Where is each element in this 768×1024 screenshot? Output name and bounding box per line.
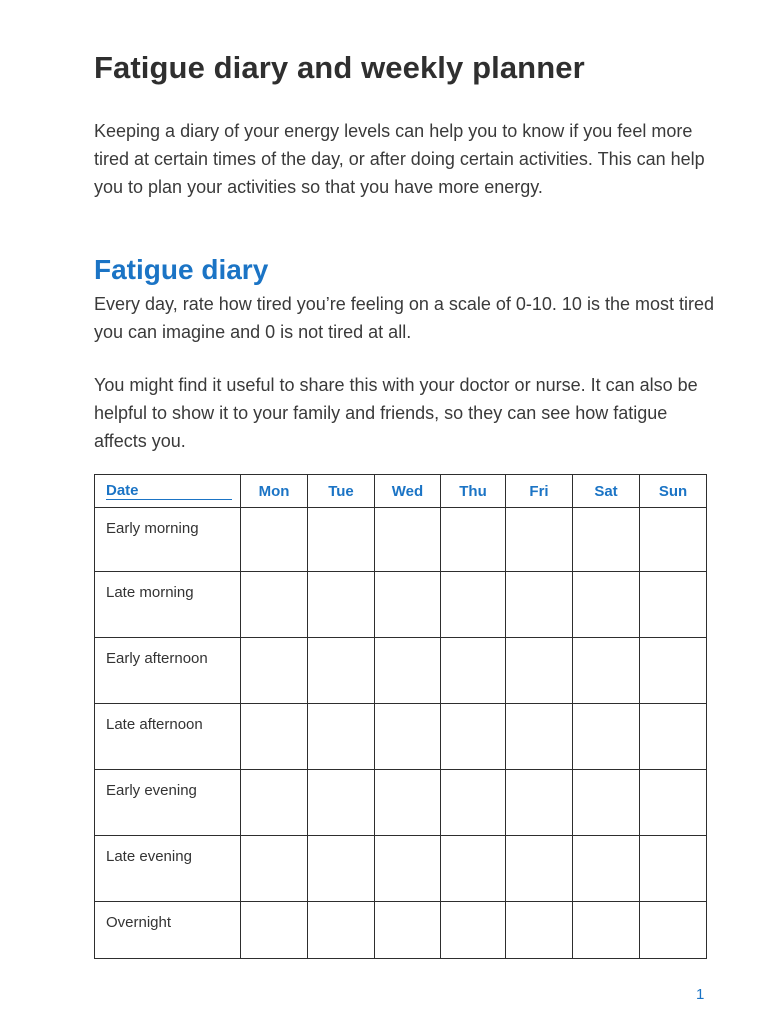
rating-cell[interactable] xyxy=(640,770,707,836)
rating-cell[interactable] xyxy=(375,770,441,836)
rating-cell[interactable] xyxy=(441,638,506,704)
rating-cell[interactable] xyxy=(573,902,640,959)
rating-cell[interactable] xyxy=(506,508,573,572)
rating-cell[interactable] xyxy=(506,902,573,959)
rating-cell[interactable] xyxy=(506,836,573,902)
row-label-late-evening: Late evening xyxy=(95,836,241,902)
rating-cell[interactable] xyxy=(241,836,308,902)
table-row xyxy=(95,508,707,572)
day-header-sun: Sun xyxy=(640,475,707,508)
row-label-early-evening: Early evening xyxy=(95,770,241,836)
rating-cell[interactable] xyxy=(506,704,573,770)
sharing-paragraph: You might find it useful to share this with your doctor or nurse. It can also be helpful to show it to your family and friends, so they can see how fatigue affects you. xyxy=(94,375,698,451)
rating-cell[interactable] xyxy=(573,572,640,638)
row-label-late-afternoon: Late afternoon xyxy=(95,704,241,770)
rating-cell[interactable] xyxy=(241,572,308,638)
rating-cell[interactable] xyxy=(241,508,308,572)
instructions-paragraph: Every day, rate how tired you’re feeling on a scale of 0-10. 10 is the most tired you can imagine and 0 is not tired at all. xyxy=(94,294,714,342)
day-header-sat: Sat xyxy=(573,475,640,508)
row-label-early-afternoon: Early afternoon xyxy=(95,638,241,704)
table-row xyxy=(95,704,707,770)
rating-cell[interactable] xyxy=(640,704,707,770)
table-row xyxy=(95,770,707,836)
rating-cell[interactable] xyxy=(241,902,308,959)
rating-cell[interactable] xyxy=(308,704,375,770)
table-row xyxy=(95,572,707,638)
rating-cell[interactable] xyxy=(375,704,441,770)
rating-cell[interactable] xyxy=(441,770,506,836)
table-row xyxy=(95,638,707,704)
rating-cell[interactable] xyxy=(573,638,640,704)
day-header-fri: Fri xyxy=(506,475,573,508)
day-header-tue: Tue xyxy=(308,475,375,508)
page-title: Fatigue diary and weekly planner xyxy=(94,50,585,85)
rating-cell[interactable] xyxy=(573,770,640,836)
rating-cell[interactable] xyxy=(640,902,707,959)
table-row xyxy=(95,902,707,959)
rating-cell[interactable] xyxy=(640,638,707,704)
rating-cell[interactable] xyxy=(441,704,506,770)
rating-cell[interactable] xyxy=(308,836,375,902)
rating-cell[interactable] xyxy=(241,638,308,704)
rating-cell[interactable] xyxy=(375,902,441,959)
rating-cell[interactable] xyxy=(375,836,441,902)
row-label-early-morning: Early morning xyxy=(95,508,241,572)
section-heading: Fatigue diary xyxy=(94,254,269,285)
rating-cell[interactable] xyxy=(441,572,506,638)
rating-cell[interactable] xyxy=(375,638,441,704)
day-header-wed: Wed xyxy=(375,475,441,508)
rating-cell[interactable] xyxy=(573,836,640,902)
table-row xyxy=(95,836,707,902)
page-number: 1 xyxy=(696,986,705,1003)
date-label: Date xyxy=(106,482,232,500)
rating-cell[interactable] xyxy=(241,704,308,770)
day-header-mon: Mon xyxy=(241,475,308,508)
rating-cell[interactable] xyxy=(308,572,375,638)
rating-cell[interactable] xyxy=(506,572,573,638)
rating-cell[interactable] xyxy=(241,770,308,836)
rating-cell[interactable] xyxy=(441,836,506,902)
rating-cell[interactable] xyxy=(375,508,441,572)
date-header xyxy=(95,475,241,508)
rating-cell[interactable] xyxy=(441,508,506,572)
fatigue-diary-table xyxy=(94,474,707,959)
rating-cell[interactable] xyxy=(506,638,573,704)
rating-cell[interactable] xyxy=(375,572,441,638)
row-label-late-morning: Late morning xyxy=(95,572,241,638)
intro-paragraph: Keeping a diary of your energy levels can help you to know if you feel more tired at certain times of the day, or after doing certain activities. This can help you to plan your activities so that you have more energy. xyxy=(94,121,705,197)
row-label-overnight: Overnight xyxy=(95,902,241,959)
rating-cell[interactable] xyxy=(506,770,573,836)
day-header-thu: Thu xyxy=(441,475,506,508)
rating-cell[interactable] xyxy=(441,902,506,959)
rating-cell[interactable] xyxy=(573,704,640,770)
rating-cell[interactable] xyxy=(308,902,375,959)
rating-cell[interactable] xyxy=(640,508,707,572)
rating-cell[interactable] xyxy=(308,638,375,704)
rating-cell[interactable] xyxy=(573,508,640,572)
rating-cell[interactable] xyxy=(308,508,375,572)
rating-cell[interactable] xyxy=(640,572,707,638)
table-header-row xyxy=(95,475,707,508)
rating-cell[interactable] xyxy=(308,770,375,836)
rating-cell[interactable] xyxy=(640,836,707,902)
